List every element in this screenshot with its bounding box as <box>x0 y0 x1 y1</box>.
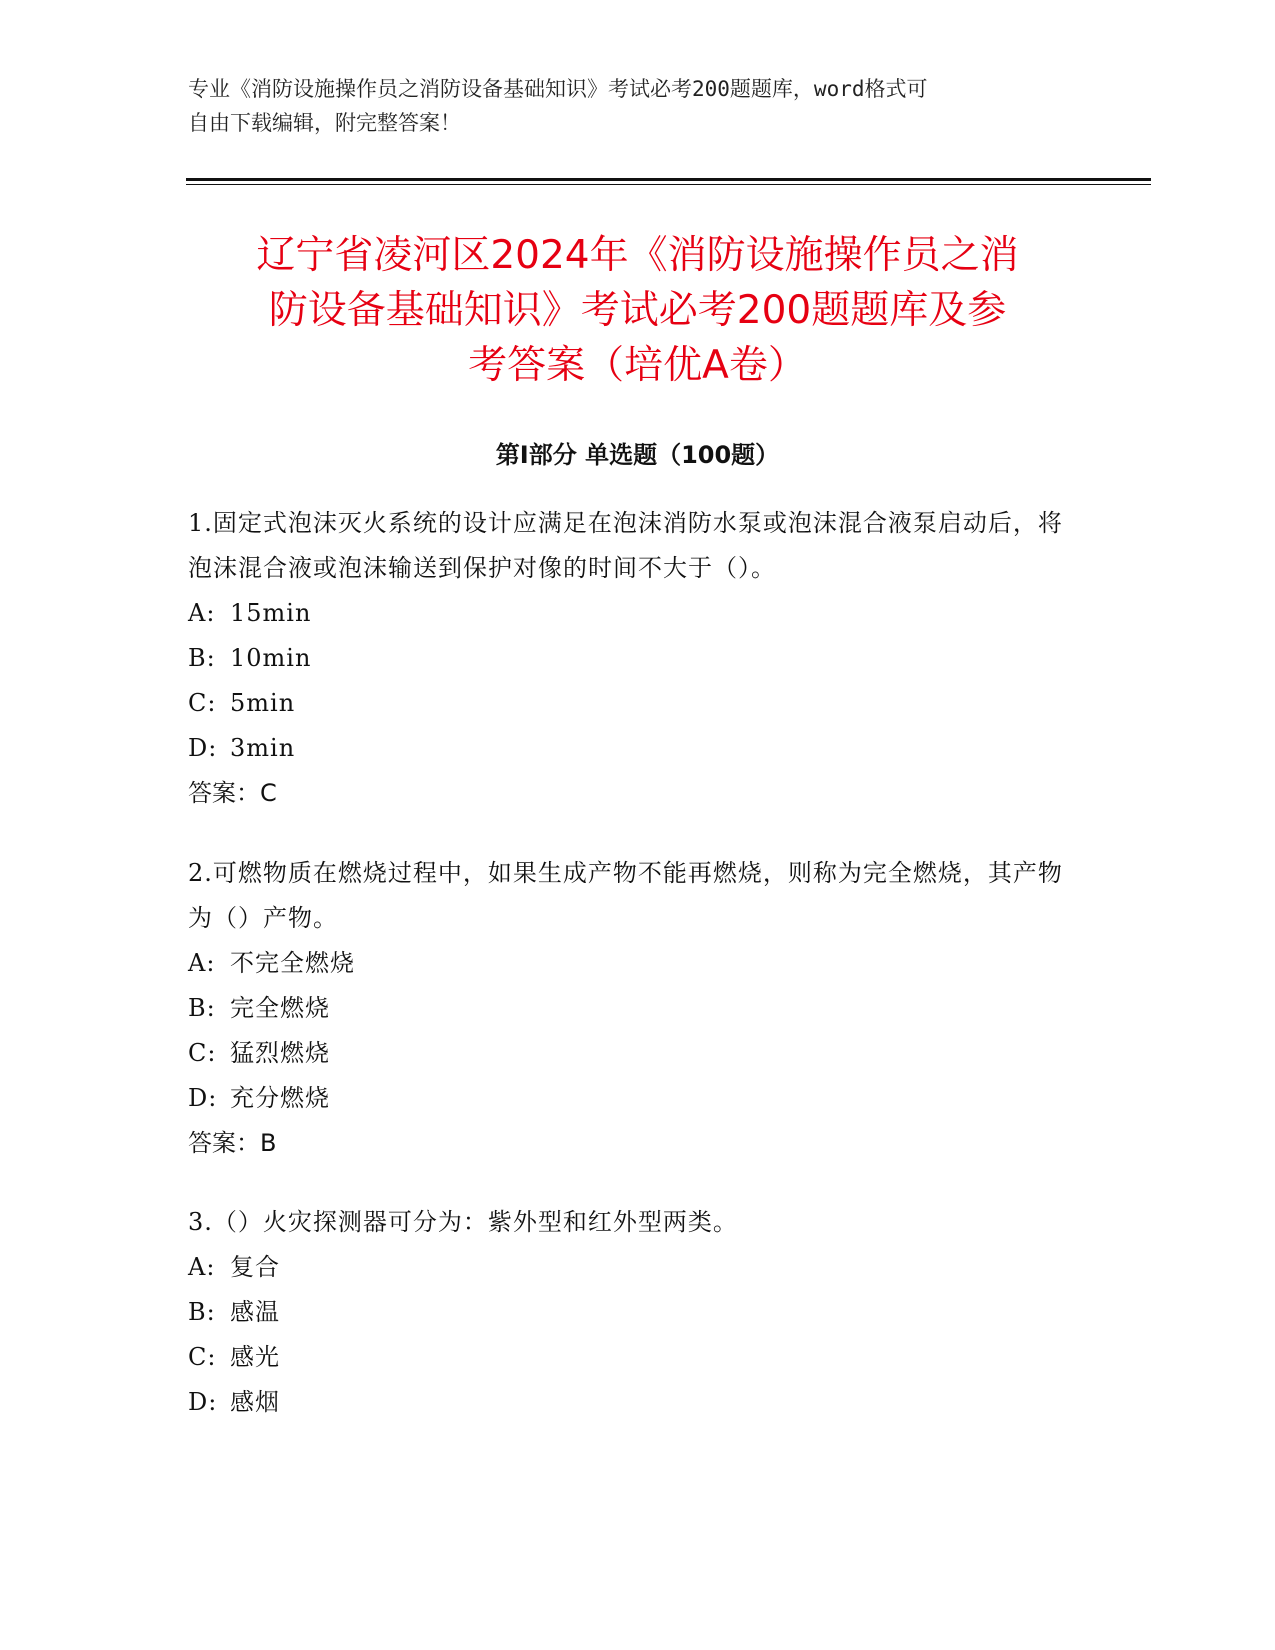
question-1 <box>188 501 1068 816</box>
option-text: 猛烈燃烧 <box>230 1039 330 1067</box>
option-text: 完全燃烧 <box>230 994 330 1022</box>
option-letter: A: <box>188 599 216 627</box>
document-title-line-3: 考答案（培优A卷） <box>468 343 807 388</box>
section-heading: 第Ⅰ部分 单选题（100题） <box>495 441 780 469</box>
question-2-option-b <box>188 986 1068 1031</box>
document-title <box>150 228 1125 393</box>
option-letter: D: <box>188 1084 218 1112</box>
question-1-answer: 答案：C <box>188 779 277 807</box>
question-2-text: 2.可燃物质在燃烧过程中，如果生成产物不能再燃烧，则称为完全燃烧，其产物为（）产物。 <box>188 859 1063 932</box>
option-letter: B: <box>188 994 216 1022</box>
header-note-line-2: 自由下载编辑，附完整答案！ <box>188 111 461 135</box>
document-title-line-1: 辽宁省凌河区2024年《消防设施操作员之消 <box>256 233 1019 278</box>
option-text: 3min <box>230 734 296 762</box>
option-letter: D: <box>188 1388 218 1416</box>
question-1-text: 1.固定式泡沫灭火系统的设计应满足在泡沫消防水泵或泡沫混合液泵启动后，将泡沫混合液或泡沫输送到保护对像的时间不大于（）。 <box>188 509 1063 582</box>
option-text: 5min <box>230 689 296 717</box>
question-2-option-a <box>188 941 1068 986</box>
option-text: 不完全燃烧 <box>230 949 355 977</box>
option-text: 感温 <box>230 1298 280 1326</box>
question-1-option-d <box>188 726 1068 771</box>
option-text: 充分燃烧 <box>230 1084 330 1112</box>
option-letter: B: <box>188 644 216 672</box>
option-letter: C: <box>188 689 217 717</box>
option-letter: C: <box>188 1039 217 1067</box>
question-3-option-b <box>188 1290 1068 1335</box>
option-letter: A: <box>188 949 216 977</box>
question-1-option-b <box>188 636 1068 681</box>
option-text: 感烟 <box>230 1388 280 1416</box>
question-3 <box>188 1200 1068 1425</box>
option-text: 感光 <box>230 1343 280 1371</box>
question-3-option-d <box>188 1380 1068 1425</box>
question-1-option-a <box>188 591 1068 636</box>
header-rule-thin <box>186 184 1151 185</box>
question-3-option-a <box>188 1245 1068 1290</box>
option-letter: A: <box>188 1253 216 1281</box>
question-2-answer: 答案：B <box>188 1129 277 1157</box>
option-text: 10min <box>230 644 312 672</box>
question-2-option-c <box>188 1031 1068 1076</box>
option-letter: D: <box>188 734 218 762</box>
document-title-line-2: 防设备基础知识》考试必考200题题库及参 <box>268 288 1007 333</box>
question-2 <box>188 851 1068 1166</box>
header-note <box>188 72 1068 140</box>
question-2-option-d <box>188 1076 1068 1121</box>
header-note-line-1: 专业《消防设施操作员之消防设备基础知识》考试必考200题题库，word格式可 <box>188 77 928 101</box>
option-text: 复合 <box>230 1253 280 1281</box>
option-letter: C: <box>188 1343 217 1371</box>
question-1-option-c <box>188 681 1068 726</box>
header-rule-thick <box>186 178 1151 181</box>
option-letter: B: <box>188 1298 216 1326</box>
question-3-option-c <box>188 1335 1068 1380</box>
question-3-text: 3.（）火灾探测器可分为：紫外型和红外型两类。 <box>188 1208 738 1236</box>
option-text: 15min <box>230 599 312 627</box>
